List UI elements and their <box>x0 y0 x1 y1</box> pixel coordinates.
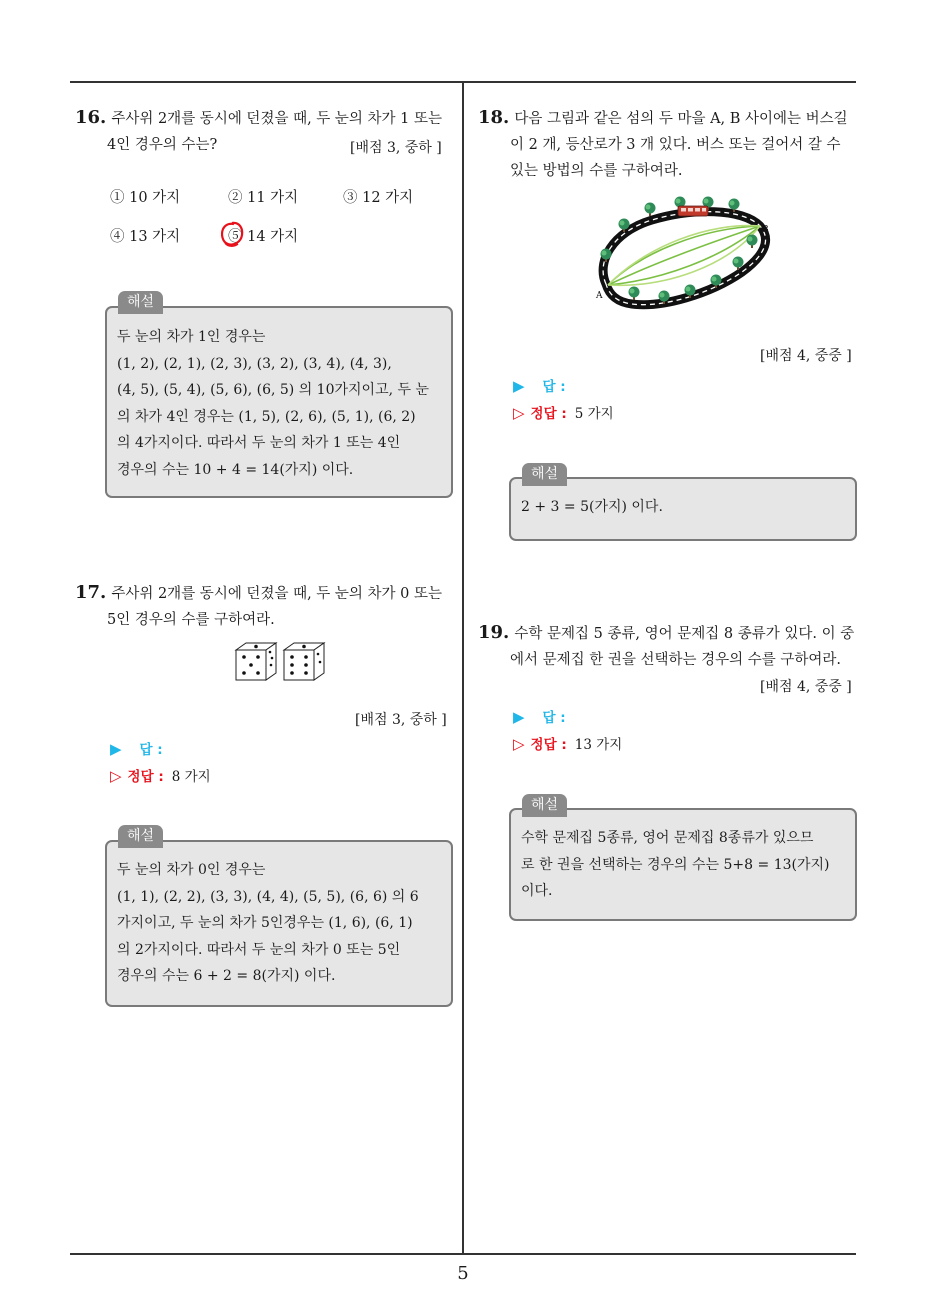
explanation-line: 이다. <box>521 883 553 899</box>
explanation-text-17 <box>117 857 419 990</box>
choice-5[interactable]: ⑤ 14 가지 <box>228 229 299 245</box>
explanation-line: 의 2가지이다. 따라서 두 눈의 차가 0 또는 5인 <box>117 941 401 958</box>
score-label: [배점 4, 중중 ] <box>760 679 852 695</box>
correct-label: 정답 : <box>530 406 567 422</box>
explanation-line: 2 + 3 = 5(가지) 이다. <box>521 499 663 515</box>
explanation-tab: 해설 <box>118 291 163 314</box>
answer-row <box>110 738 163 758</box>
score-label: [배점 3, 중하 ] <box>350 140 442 156</box>
explanation-line: 두 눈의 차가 0인 경우는 <box>117 862 266 878</box>
answer-label: 답 : <box>542 379 566 395</box>
answer-label: 답 : <box>542 710 566 726</box>
question-number: 17. <box>75 582 107 603</box>
village-a-label: A <box>596 291 603 301</box>
question-text-line: 이 2 개, 등산로가 3 개 있다. 버스 또는 걸어서 갈 수 <box>510 137 841 153</box>
bottom-rule <box>70 1253 856 1255</box>
island-map-image <box>592 192 774 316</box>
correct-arrow-icon: ▷ <box>513 735 525 753</box>
question-text-line: 5인 경우의 수를 구하여라. <box>107 612 275 628</box>
correct-answer-row <box>513 733 622 753</box>
question-18 <box>478 105 848 184</box>
explanation-text-16 <box>117 324 429 483</box>
explanation-tab: 해설 <box>522 463 567 486</box>
question-number: 18. <box>478 107 510 128</box>
explanation-line: 가지이고, 두 눈의 차가 5인경우는 (1, 6), (6, 1) <box>117 915 413 931</box>
correct-label: 정답 : <box>127 769 164 785</box>
answer-row <box>513 706 566 726</box>
correct-label: 정답 : <box>530 737 567 753</box>
choice-1[interactable]: ① 10 가지 <box>110 190 181 206</box>
explanation-line: (1, 1), (2, 2), (3, 3), (4, 4), (5, 5), (6, 6) 의 6 <box>117 888 419 905</box>
question-17 <box>75 580 442 633</box>
column-divider <box>462 82 464 1254</box>
question-text-line: 주사위 2개를 동시에 던졌을 때, 두 눈의 차가 0 또는 <box>111 586 443 602</box>
answer-label: 답 : <box>139 742 163 758</box>
two-dice-image <box>232 640 332 684</box>
answer-arrow-icon: ▶ <box>513 377 525 395</box>
choice-4[interactable]: ④ 13 가지 <box>110 229 181 245</box>
answer-row <box>513 375 566 395</box>
explanation-line: (1, 2), (2, 1), (2, 3), (3, 2), (3, 4), (4, 3), <box>117 355 392 372</box>
explanation-line: 의 4가지이다. 따라서 두 눈의 차가 1 또는 4인 <box>117 435 401 451</box>
question-19 <box>478 620 854 673</box>
question-text-line: 4인 경우의 수는? <box>107 137 218 153</box>
question-text-line: 에서 문제집 한 권을 선택하는 경우의 수를 구하여라. <box>510 652 842 668</box>
explanation-tab: 해설 <box>118 825 163 848</box>
page-number: 5 <box>457 1263 469 1284</box>
choice-2[interactable]: ② 11 가지 <box>228 190 299 206</box>
answer-arrow-icon: ▶ <box>513 708 525 726</box>
explanation-text-19 <box>521 825 829 905</box>
correct-arrow-icon: ▷ <box>110 767 122 785</box>
correct-arrow-icon: ▷ <box>513 404 525 422</box>
score-label: [배점 3, 중하 ] <box>355 712 447 728</box>
explanation-line: 수학 문제집 5종류, 영어 문제집 8종류가 있으므 <box>521 830 814 846</box>
question-text-line: 주사위 2개를 동시에 던졌을 때, 두 눈의 차가 1 또는 <box>111 111 443 127</box>
explanation-text-18 <box>521 494 663 521</box>
question-text-line: 있는 방법의 수를 구하여라. <box>510 163 683 179</box>
explanation-line: 로 한 권을 선택하는 경우의 수는 5+8 = 13(가지) <box>521 856 830 873</box>
explanation-line: 경우의 수는 10 + 4 = 14(가지) 이다. <box>117 461 354 478</box>
question-text-line: 수학 문제집 5 종류, 영어 문제집 8 종류가 있다. 이 중 <box>514 626 855 642</box>
village-b-label: B <box>762 225 769 235</box>
explanation-line: 두 눈의 차가 1인 경우는 <box>117 329 266 345</box>
score-label: [배점 4, 중중 ] <box>760 348 852 364</box>
question-text-line: 다음 그림과 같은 섬의 두 마을 A, B 사이에는 버스길 <box>514 111 848 127</box>
correct-value: 8 가지 <box>171 769 211 785</box>
question-number: 19. <box>478 622 510 643</box>
marked-answer-circle-icon <box>218 219 246 249</box>
choice-3[interactable]: ③ 12 가지 <box>343 190 414 206</box>
correct-value: 5 가지 <box>574 406 614 422</box>
explanation-line: (4, 5), (5, 4), (5, 6), (6, 5) 의 10가지이고, 두 눈 <box>117 382 429 398</box>
correct-value: 13 가지 <box>574 737 623 753</box>
question-number: 16. <box>75 107 107 128</box>
answer-arrow-icon: ▶ <box>110 740 122 758</box>
explanation-tab: 해설 <box>522 794 567 817</box>
correct-answer-row <box>513 402 614 422</box>
explanation-line: 의 차가 4인 경우는 (1, 5), (2, 6), (5, 1), (6, 2) <box>117 408 416 425</box>
explanation-line: 경우의 수는 6 + 2 = 8(가지) 이다. <box>117 968 336 984</box>
correct-answer-row <box>110 765 211 785</box>
